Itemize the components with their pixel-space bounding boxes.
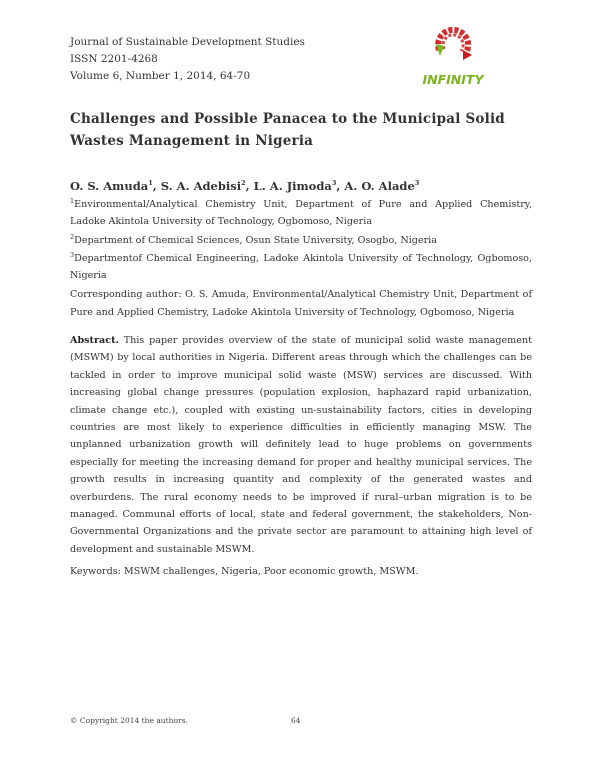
author-name: O. S. Amuda xyxy=(70,179,149,193)
copyright: © Copyright 2014 the authors. xyxy=(70,716,188,725)
logo-text: INFINITY xyxy=(422,72,484,87)
author-sup: 1 xyxy=(148,179,153,188)
affiliation-3: $^3$Departmentof Chemical Engineering, Ladoke Akintola University of Technology, Ogbomoso, Nigeria xyxy=(70,250,532,281)
abstract xyxy=(70,332,532,558)
keywords: Keywords: MSWM challenges, Nigeria, Poor economic growth, MSWM. xyxy=(70,566,419,577)
volume-info: Volume 6, Number 1, 2014, 64-70 xyxy=(70,70,251,82)
abstract-label: Abstract. xyxy=(70,335,119,346)
author-sup: 3 xyxy=(331,179,337,188)
affiliation-2: $^2$Department of Chemical Sciences, Osun State University, Osogbo, Nigeria xyxy=(70,232,437,246)
journal-name: Journal of Sustainable Development Studies xyxy=(70,36,305,48)
infinity-logo-icon xyxy=(412,24,494,90)
infinity-logo xyxy=(412,24,494,90)
author-list: O. S. Amuda$^1$, S. A. Adebisi$^2$, L. A. Jimoda$^3$, A. O. Alade$^3$ xyxy=(70,179,420,193)
journal-header xyxy=(70,34,305,85)
author-sup: 3 xyxy=(414,179,420,188)
page-number: 64 xyxy=(291,716,301,725)
corresponding-author: Corresponding author: O. S. Amuda, Environmental/Analytical Chemistry Unit, Department of Pure and Applied Chemistry, Ladoke Akintola University of Technology, Ogbomoso, Nigeria xyxy=(70,289,532,318)
affiliation-1: $^1$Environmental/Analytical Chemistry Unit, Department of Pure and Applied Chemistry, Ladoke Akintola University of Technology, Ogbomoso, Nigeria xyxy=(70,196,532,227)
paper-title: Challenges and Possible Panacea to the Municipal Solid Wastes Management in Nigeria xyxy=(70,111,505,149)
issn: ISSN 2201-4268 xyxy=(70,53,158,65)
author-name: L. A. Jimoda xyxy=(253,179,332,193)
author-sup: 2 xyxy=(241,179,246,188)
author-name: S. A. Adebisi xyxy=(160,179,242,193)
abstract-text: This paper provides overview of the state of municipal solid waste management (MSWM) by local authorities in Nigeria. Different areas through which the challenges can be tackled in order to improve municipal solid waste (MSW) services are discussed. With increasing global change pressures (population explosion, haphazard rapid urbanization, climate change etc.), coupled with existing un-sustainability factors, cities in developing countries are most likely to experience difficulties in efficiently managing MSW. The unplanned urbanization growth will definitely lead to huge problems on governments especially for meeting the increasing demand for proper and healthy municipal services. The growth results in increasing quantity and complexity of the generated wastes and overburdens. The rural economy needs to be improved if rural–urban migration is to be managed. Communal efforts of local, state and federal government, the stakeholders, Non-Governmental Organizations and the private sector are paramount to attaining high level of development and sustainable MSWM. xyxy=(70,335,532,555)
author-name: A. O. Alade xyxy=(344,179,415,193)
